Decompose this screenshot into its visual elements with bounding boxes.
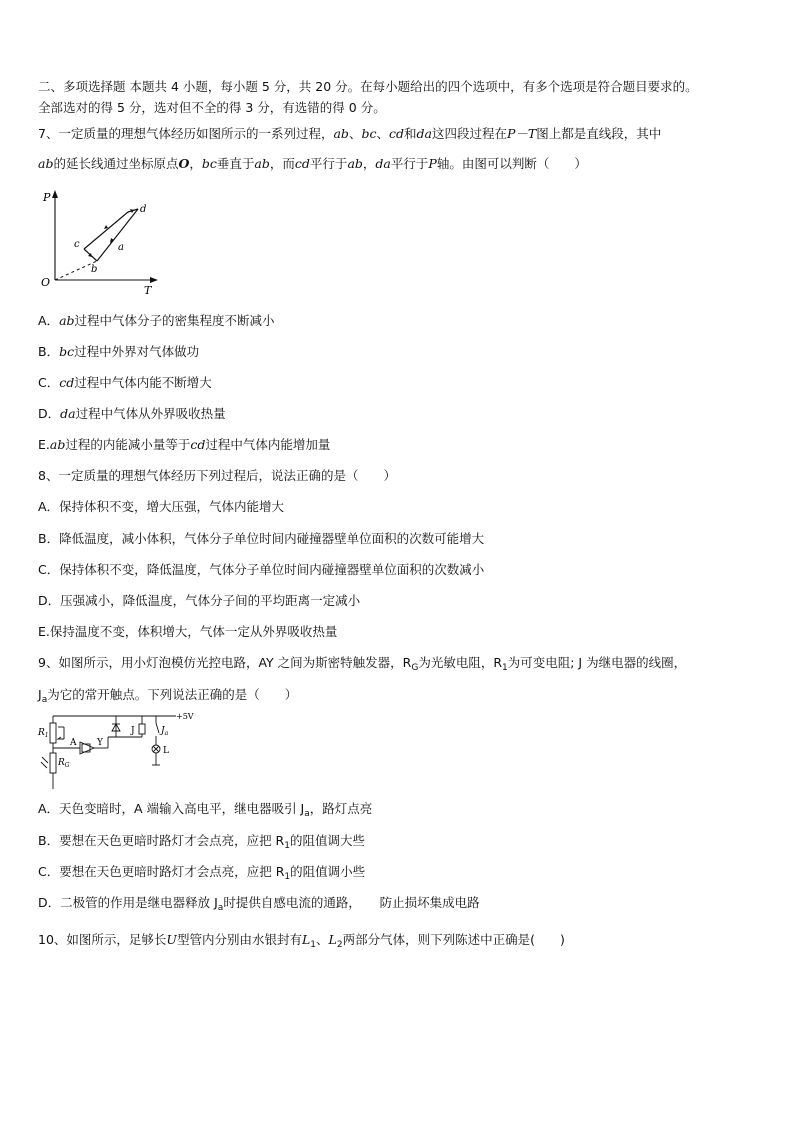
q9-fig-label-y: Y bbox=[97, 738, 103, 748]
q9-stem-line2: $J_a$为它的常开触点。下列说法正确的是（ ） bbox=[38, 687, 298, 705]
q7-fig-label-d: d bbox=[140, 204, 147, 215]
q8-option-a: A．保持体积不变，增大压强，气体内能增大 bbox=[38, 499, 285, 514]
q7-fig-label-O: O bbox=[41, 276, 51, 289]
q7-option-b: B．bc过程中外界对气体做功 bbox=[38, 344, 200, 359]
q7-option-d: D．da过程中气体从外界吸收热量 bbox=[38, 406, 226, 421]
q9-fig-label-rg: $R_G$ bbox=[58, 758, 70, 769]
q9-fig-label-l: L bbox=[163, 746, 169, 756]
section-heading-line2: 全部选对的得 5 分，选对但不全的得 3 分，有选错的得 0 分。 bbox=[38, 100, 386, 115]
q9-stem-line1: 9、如图所示，用小灯泡模仿光控电路，AY 之间为斯密特触发器，$R_G$为光敏电阻，$R_1$为可变电阻; J 为继电器的线圈， bbox=[38, 655, 687, 673]
q7-pt-graph bbox=[36, 188, 166, 298]
q9-option-b: B．要想在天色更暗时路灯才会点亮，应把 $R_1$的阻值调大些 bbox=[38, 833, 365, 851]
q9-option-d: D．二极管的作用是继电器释放 $J_a$时提供自感电流的通路， 防止损坏集成电路 bbox=[38, 895, 480, 913]
section-heading-line1: 二、多项选择题 本题共 4 小题，每小题 5 分，共 20 分。在每小题给出的四个选项中，有多个选项是符合题目要求的。 bbox=[38, 79, 698, 94]
q8-option-b: B．降低温度，减小体积，气体分子单位时间内碰撞器壁单位面积的次数可能增大 bbox=[38, 531, 485, 546]
q9-circuit-diagram bbox=[36, 709, 206, 791]
q9-option-c: C．要想在天色更暗时路灯才会点亮，应把 $R_1$的阻值调小些 bbox=[38, 864, 366, 882]
q7-stem-line1: 7、一定质量的理想气体经历如图所示的一系列过程，ab、bc、cd和da这四段过程在P－T图上都是直线段，其中 bbox=[38, 126, 662, 141]
q8-stem: 8、一定质量的理想气体经历下列过程后，说法正确的是（ ） bbox=[38, 468, 396, 483]
q8-option-c: C．保持体积不变，降低温度，气体分子单位时间内碰撞器壁单位面积的次数减小 bbox=[38, 562, 485, 577]
q10-stem: 10、如图所示，足够长U型管内分别由水银封有$L_1$、$L_2$两部分气体，则下列陈述中正确是( ) bbox=[38, 932, 565, 950]
q8-option-e: E.保持温度不变，体积增大，气体一定从外界吸收热量 bbox=[38, 624, 338, 639]
q7-fig-label-P: P bbox=[43, 191, 51, 204]
q9-fig-label-a: A bbox=[70, 738, 77, 748]
q7-stem-line2: ab的延长线通过坐标原点O，bc垂直于ab，而cd平行于ab，da平行于P轴。由图可以判断（ ） bbox=[38, 156, 587, 171]
q7-option-e: E.ab过程的内能减小量等于cd过程中气体内能增加量 bbox=[38, 437, 331, 452]
q9-fig-label-ja: $J_a$ bbox=[161, 726, 169, 737]
q8-option-d: D．压强减小，降低温度，气体分子间的平均距离一定减小 bbox=[38, 593, 361, 608]
q9-fig-label-j: J bbox=[131, 726, 135, 736]
q9-fig-label-vcc: +5V bbox=[176, 712, 194, 721]
q7-fig-label-a: a bbox=[118, 242, 124, 253]
q7-fig-label-b: b bbox=[91, 264, 98, 275]
q7-option-a: A．ab过程中气体分子的密集程度不断减小 bbox=[38, 313, 275, 328]
q9-option-a: A．天色变暗时，A 端输入高电平，继电器吸引 $J_a$，路灯点亮 bbox=[38, 801, 373, 819]
q7-option-c: C．cd过程中气体内能不断增大 bbox=[38, 375, 212, 390]
q7-fig-label-c: c bbox=[74, 239, 80, 250]
q9-fig-label-r1: $R_1$ bbox=[38, 728, 49, 739]
q7-fig-label-T: T bbox=[144, 284, 152, 297]
